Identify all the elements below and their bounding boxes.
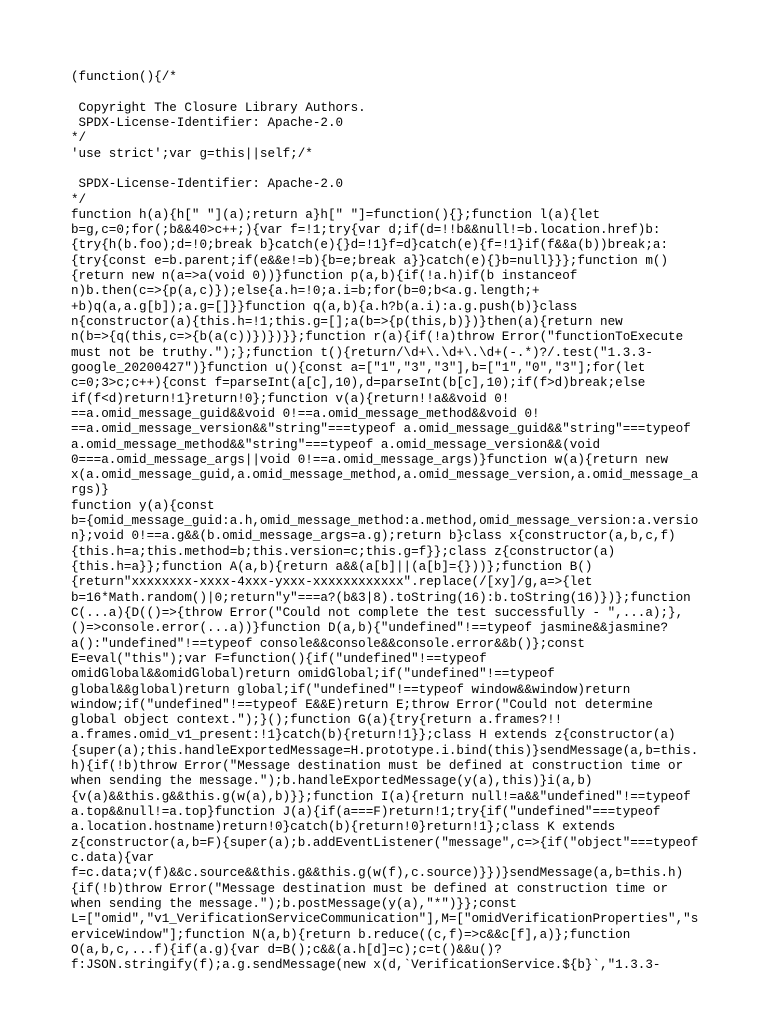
code-line: (function(){/* <box>71 70 177 84</box>
code-line: google_20200427")}function u(){const a=["1","3","3"],b=["1","0","3"];for(let <box>71 360 646 375</box>
code-line: {this.h=a;this.method=b;this.version=c;this.g=f}};class z{constructor(a) <box>71 544 616 559</box>
code-line: n};void 0!==a.g&&(b.omid_message_args=a.g);return b}class x{constructor(a,b,c,f) <box>71 529 676 544</box>
code-line: omidGlobal&&omidGlobal)return omidGlobal;if("undefined"!==typeof <box>71 667 555 682</box>
code-line: ()=>console.error(...a))}function D(a,b){"undefined"!==typeof jasmine&&jasmine? <box>71 621 669 636</box>
code-line: {v(a)&&this.g&&this.g(w(a),b)}};function I(a){return null!=a&&"undefined"!==typeof <box>71 789 691 804</box>
code-line: ==a.omid_message_guid&&void 0!==a.omid_message_method&&void 0! <box>71 406 540 421</box>
code-line: c=0;3>c;c++){const f=parseInt(a[c],10),d=parseInt(b[c],10);if(f>d)break;else <box>71 376 646 391</box>
code-line: Copyright The Closure Library Authors. <box>71 100 366 115</box>
code-line: b=g,c=0;for(;b&&40>c++;){var f=!1;try{var d;if(d=!!b&&null!=b.location.href)b: <box>71 223 661 238</box>
code-line: function y(a){const <box>71 498 215 513</box>
code-line: n{constructor(a){this.h=!1;this.g=[];a(b=>{p(this,b)})}then(a){return new <box>71 315 623 329</box>
code-line: {this.h=a}};function A(a,b){return a&&(a[b]||(a[b]={}))};function B() <box>71 560 593 574</box>
code-line: n)b.then(c=>{p(a,c)});else{a.h=!0;a.i=b;for(b=0;b<a.g.length;+ <box>71 284 540 299</box>
code-line: 'use strict';var g=this||self;/* <box>71 146 313 161</box>
code-line: {try{const e=b.parent;if(e&&e!=b){b=e;break a}}catch(e){}b=null}}};function m() <box>71 253 669 268</box>
code-line: {return"xxxxxxxx-xxxx-4xxx-yxxx-xxxxxxxxxxxx".replace(/[xy]/g,a=>{let <box>71 575 593 590</box>
code-line: {super(a);this.handleExportedMessage=H.prototype.i.bind(this)}sendMessage(a,b=this. <box>71 743 699 758</box>
code-line: x(a.omid_message_guid,a.omid_message_method,a.omid_message_version,a.omid_message_a <box>71 468 699 483</box>
code-line: {return new n(a=>a(void 0))}function p(a,b){if(!a.h)if(b instanceof <box>71 269 578 284</box>
code-line: SPDX-License-Identifier: Apache-2.0 <box>71 115 344 130</box>
code-line: if(f<d)return!1}return!0};function v(a){return!!a&&void 0! <box>71 391 510 406</box>
code-line: a.top&&null!=a.top}function J(a){if(a===F)return!1;try{if("undefined"===typeof <box>71 805 661 819</box>
code-line: global&&global)return global;if("undefined"!==typeof window&&window)return <box>71 682 631 697</box>
code-line: f=c.data;v(f)&&c.source&&this.g&&this.g(w(f),c.source)}})}sendMessage(a,b=this.h) <box>71 866 684 881</box>
code-line: */ <box>71 192 87 207</box>
code-line: E=eval("this");var F=function(){if("undefined"!==typeof <box>71 651 487 666</box>
code-line: +b)q(a,a.g[b]);a.g=[]}}function q(a,b){a.h?b(a.i):a.g.push(b)}class <box>71 299 578 314</box>
code-line: rgs)} <box>71 483 109 498</box>
code-line: f:JSON.stringify(f);a.g.sendMessage(new x(d,`VerificationService.${b}`,"1.3.3- <box>71 958 661 973</box>
code-line: h){if(!b)throw Error("Message destination must be defined at construction time or <box>71 759 684 774</box>
code-line: a.location.hostname)return!0}catch(b){return!0}return!1};class K extends <box>71 820 616 835</box>
code-line: a.frames.omid_v1_present:!1}catch(b){return!1}};class H extends z{constructor(a) <box>71 728 676 743</box>
code-line: */ <box>71 131 87 146</box>
code-line: when sending the message.");b.handleExportedMessage(y(a),this)}i(a,b) <box>71 774 593 789</box>
code-line: L=["omid","v1_VerificationServiceCommunication"],M=["omidVerificationProperties","s <box>71 912 699 927</box>
code-line: z{constructor(a,b=F){super(a);b.addEventListener("message",c=>{if("object"===typeof <box>71 835 699 850</box>
code-line: erviceWindow"];function N(a,b){return b.reduce((c,f)=>c&&c[f],a)};function <box>71 927 631 942</box>
code-line: must not be truthy.");};function t(){return/\d+\.\d+\.\d+(-.*)?/.test("1.3.3- <box>71 345 653 360</box>
code-line: when sending the message.");b.postMessage(y(a),"*")}};const <box>71 896 517 911</box>
code-line: b={omid_message_guid:a.h,omid_message_method:a.method,omid_message_version:a.versio <box>71 514 699 529</box>
code-line: {if(!b)throw Error("Message destination must be defined at construction time or <box>71 881 669 896</box>
code-line: ==a.omid_message_version&&"string"===typeof a.omid_message_guid&&"string"===typeof <box>71 422 691 437</box>
code-line: n(b=>{q(this,c=>{b(a(c))})})}};function r(a){if(!a)throw Error("functionToExecute <box>71 330 684 345</box>
code-line: a():"undefined"!==typeof console&&console&&console.error&&b()};const <box>71 636 585 651</box>
code-line: b=16*Math.random()|0;return"y"===a?(b&3|8).toString(16):b.toString(16)})};function <box>71 590 691 605</box>
code-line: C(...a){D(()=>{throw Error("Could not complete the test successfully - ",...a);}, <box>71 605 684 620</box>
source-code-text <box>71 70 701 973</box>
code-line: 0===a.omid_message_args||void 0!==a.omid_message_args)}function w(a){return new <box>71 452 669 467</box>
code-line: global object context.");}();function G(a){try{return a.frames?!! <box>71 713 563 728</box>
code-line: SPDX-License-Identifier: Apache-2.0 <box>71 177 344 192</box>
code-line: c.data){var <box>71 850 155 865</box>
code-line: a.omid_message_method&&"string"===typeof a.omid_message_version&&(void <box>71 437 601 452</box>
code-line: {try{h(b.foo);d=!0;break b}catch(e){}d=!1}f=d}catch(e){f=!1}if(f&&a(b))break;a: <box>71 238 669 253</box>
code-line: window;if("undefined"!==typeof E&&E)return E;throw Error("Could not determine <box>71 697 653 712</box>
code-line: O(a,b,c,...f){if(a.g){var d=B();c&&(a.h[d]=c);c=t()&&u()? <box>71 942 502 957</box>
code-line: function h(a){h[" "](a);return a}h[" "]=function(){};function l(a){let <box>71 207 601 222</box>
